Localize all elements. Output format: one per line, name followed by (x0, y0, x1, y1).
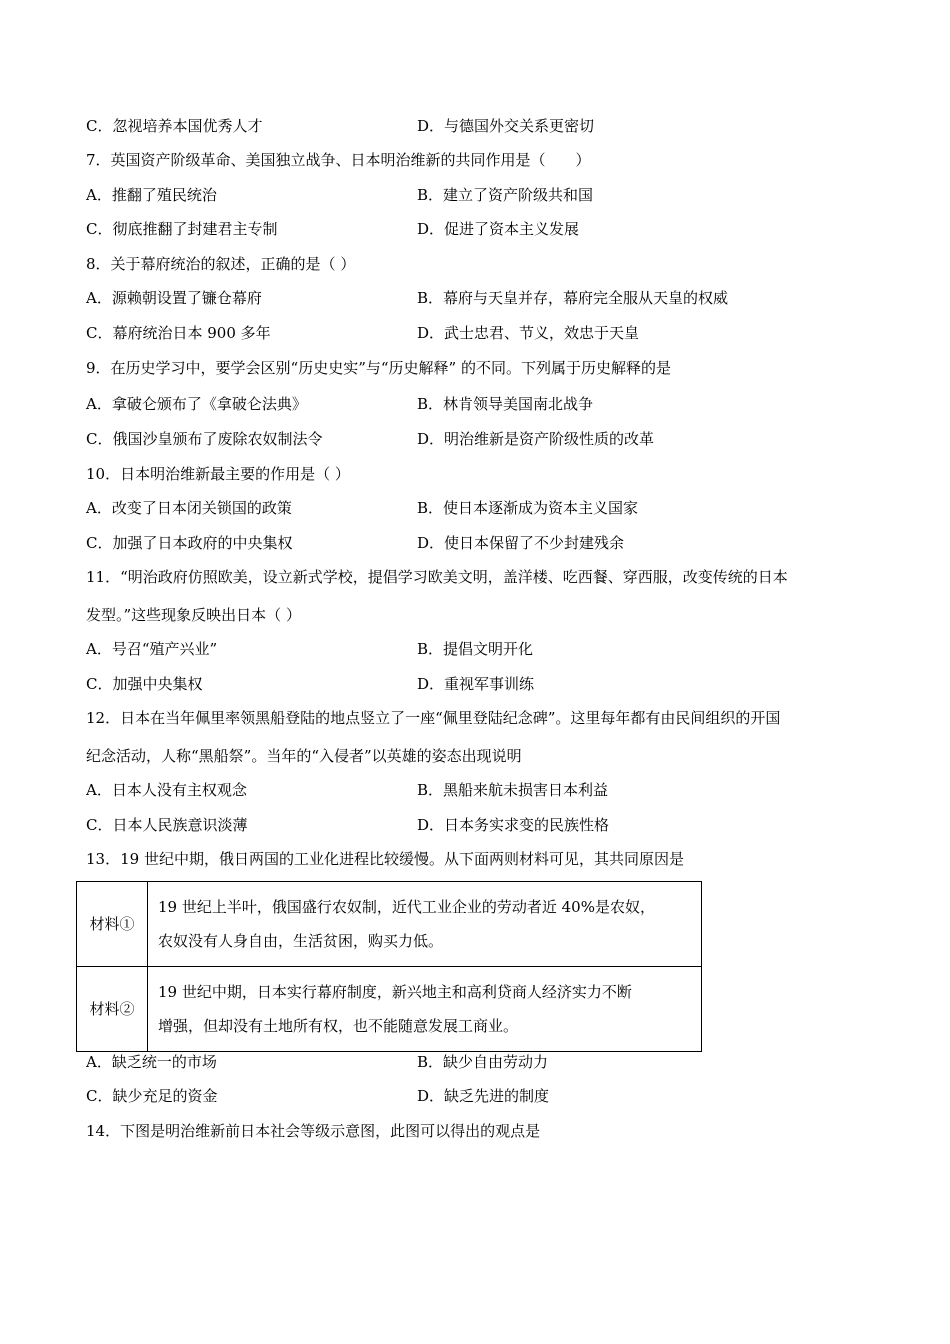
q8-options-cd (86, 323, 866, 343)
q12-option-b: B．黑船来航未损害日本利益 (417, 781, 609, 799)
q8-options-ab (86, 288, 866, 308)
q10-option-c: C．加强了日本政府的中央集权 (86, 534, 293, 552)
q13-options-cd (86, 1086, 866, 1106)
q8-option-a: A．源赖朝设置了镰仓幕府 (86, 289, 262, 307)
q13-material1-line2: 农奴没有人身自由，生活贫困，购买力低。 (158, 932, 444, 950)
q13-material-row-2 (77, 967, 702, 1052)
q12-option-a: A．日本人没有主权观念 (86, 781, 247, 799)
q13-material2-content (148, 967, 702, 1052)
q11-options-cd (86, 674, 866, 694)
q11-option-a: A．号召“殖产兴业” (86, 640, 218, 658)
q6-option-c: C．忽视培养本国优秀人才 (86, 117, 263, 135)
q12-options-ab (86, 780, 866, 800)
q12-stem-line2: 纪念活动，人称“黑船祭”。当年的“入侵者”以英雄的姿态出现说明 (86, 747, 522, 765)
q9-option-c: C．俄国沙皇颁布了废除农奴制法令 (86, 430, 323, 448)
q11-stem-line1: 11．“明治政府仿照欧美，设立新式学校，提倡学习欧美文明，盖洋楼、吃西餐、穿西服，改变传统的日本 (86, 568, 788, 586)
q9-option-a: A．拿破仑颁布了《拿破仑法典》 (86, 395, 307, 413)
q13-material2-line2: 增强，但却没有土地所有权，也不能随意发展工商业。 (158, 1017, 519, 1035)
q7-option-d: D．促进了资本主义发展 (417, 220, 580, 238)
q7-option-b: B．建立了资产阶级共和国 (417, 186, 594, 204)
q10-stem: 10．日本明治维新最主要的作用是（ ） (86, 465, 350, 483)
q13-option-b: B．缺少自由劳动力 (417, 1053, 549, 1071)
q10-option-a: A．改变了日本闭关锁国的政策 (86, 499, 292, 517)
q9-option-b: B．林肯领导美国南北战争 (417, 395, 594, 413)
q10-options-cd (86, 533, 866, 553)
q6-options-cd (86, 116, 866, 136)
q13-material1-label: 材料① (77, 882, 148, 967)
q11-stem-line2: 发型。”这些现象反映出日本（ ） (86, 606, 301, 624)
q11-options-ab (86, 639, 866, 659)
q11-option-b: B．提倡文明开化 (417, 640, 534, 658)
q9-stem: 9．在历史学习中，要学会区别“历史史实”与“历史解释” 的不同。下列属于历史解释的是 (86, 359, 671, 377)
q7-option-c: C．彻底推翻了封建君主专制 (86, 220, 278, 238)
q14-stem: 14．下图是明治维新前日本社会等级示意图，此图可以得出的观点是 (86, 1122, 541, 1140)
q7-options-cd (86, 219, 866, 239)
q8-option-b: B．幕府与天皇并存，幕府完全服从天皇的权威 (417, 289, 729, 307)
q7-options-ab (86, 185, 866, 205)
q13-option-a: A．缺乏统一的市场 (86, 1053, 217, 1071)
q12-options-cd (86, 815, 866, 835)
q9-options-cd (86, 429, 866, 449)
q13-options-ab (86, 1052, 866, 1072)
q13-material1-line1: 19 世纪上半叶，俄国盛行农奴制，近代工业企业的劳动者近 40%是农奴， (158, 898, 655, 916)
q9-options-ab (86, 394, 866, 414)
q13-materials-table (76, 881, 702, 1052)
q11-option-d: D．重视军事训练 (417, 675, 535, 693)
q8-option-d: D．武士忠君、节义，效忠于天皇 (417, 324, 640, 342)
q13-material2-line1: 19 世纪中期，日本实行幕府制度，新兴地主和高利贷商人经济实力不断 (158, 983, 632, 1001)
q13-material2-label: 材料② (77, 967, 148, 1052)
q9-option-d: D．明治维新是资产阶级性质的改革 (417, 430, 655, 448)
q7-stem: 7．英国资产阶级革命、美国独立战争、日本明治维新的共同作用是（ ） (86, 151, 591, 169)
q6-option-d: D．与德国外交关系更密切 (417, 117, 595, 135)
q13-material1-content (148, 882, 702, 967)
q13-option-d: D．缺乏先进的制度 (417, 1087, 550, 1105)
q10-option-b: B．使日本逐渐成为资本主义国家 (417, 499, 639, 517)
q12-stem-line1: 12．日本在当年佩里率领黑船登陆的地点竖立了一座“佩里登陆纪念碑”。这里每年都有由民间组织的开国 (86, 709, 781, 727)
q12-option-c: C．日本人民族意识淡薄 (86, 816, 248, 834)
q13-stem: 13．19 世纪中期，俄日两国的工业化进程比较缓慢。从下面两则材料可见，其共同原因是 (86, 850, 684, 868)
q10-option-d: D．使日本保留了不少封建残余 (417, 534, 625, 552)
q8-option-c: C．幕府统治日本 900 多年 (86, 324, 271, 342)
q13-option-c: C．缺少充足的资金 (86, 1087, 218, 1105)
q12-option-d: D．日本务实求变的民族性格 (417, 816, 610, 834)
q8-stem: 8．关于幕府统治的叙述，正确的是（ ） (86, 255, 356, 273)
q7-option-a: A．推翻了殖民统治 (86, 186, 217, 204)
q10-options-ab (86, 498, 866, 518)
q13-material-row-1 (77, 882, 702, 967)
q11-option-c: C．加强中央集权 (86, 675, 203, 693)
